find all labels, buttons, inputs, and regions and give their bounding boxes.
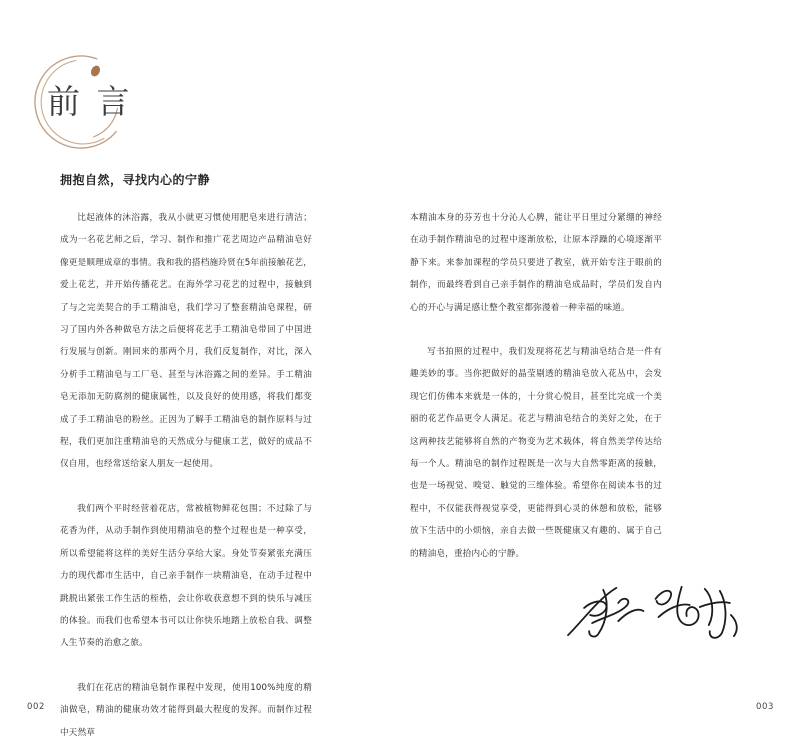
- page-number-left: 002: [27, 702, 46, 712]
- paragraph: 我们在花店的精油皂制作课程中发现，使用100%纯度的精油做皂，精油的健康功效才能得到最大程度的发挥。而制作过程中天然草: [60, 682, 312, 738]
- left-text-column: [60, 207, 312, 744]
- section-subtitle: 拥抱自然，寻找内心的宁静: [60, 173, 211, 187]
- page-number-right: 003: [755, 702, 774, 712]
- paragraph: 我们两个平时经营着花店，常被植物鲜花包围；不过除了与花香为伴，从动手制作到使用精油皂的整个过程也是一种享受，所以希望能将这样的美好生活分享给大家。身处节奏紧张充满压力的现代都市生活中，自己亲手制作一块精油皂，在动手过程中跳脱出紧张工作生活的桎梏，会让你收获意想不到的快乐与减压的体验。而我们也希望本书可以让你快乐地踏上放松自我、调整人生节奏的治愈之旅。: [60, 503, 312, 649]
- paragraph: 写书拍照的过程中，我们发现将花艺与精油皂结合是一件有趣美妙的事。当你把做好的晶莹剔透的精油皂放入花丛中，会发现它们仿佛本来就是一体的，十分赏心悦目，甚至比完成一个美丽的花艺作品更令人满足。花艺与精油皂结合的美好之处，在于这两种技艺能够将自然的产物变为艺术载体，将自然美学传达给每一个人。精油皂的制作过程既是一次与大自然零距离的接触，也是一场视觉、嗅觉、触觉的三维体验。希望你在阅读本书的过程中，不仅能获得视觉享受，更能得到心灵的休憩和放松，能够放下生活中的小烦恼，亲自去做一些既健康又有趣的、属于自己的精油皂，重拾内心的宁静。: [410, 347, 662, 559]
- paragraph-continuation: 本精油本身的芬芳也十分沁人心脾，能让平日里过分紧绷的神经在动手制作精油皂的过程中逐渐放松，让原本浮躁的心境逐渐平静下来。来参加课程的学员只要进了教室，就开始专注于眼前的制作，而最终看到自己亲手制作的精油皂成品时，学员们发自内心的开心与满足感让整个教室都弥漫着一种幸福的味道。: [410, 213, 662, 313]
- page-title: 前 言: [47, 82, 133, 121]
- paragraph: 比起液体的沐浴露，我从小就更习惯使用肥皂来进行清洁；成为一名花艺师之后，学习、制作和推广花艺周边产品精油皂好像更是顺理成章的事情。我和我的搭档施玲贤在5年前接触花艺，爱上花艺，并开始传播花艺。在海外学习花艺的过程中，接触到了与之完美契合的手工精油皂，我们学习了整套精油皂课程，研习了国内外各种做皂方法之后便将花艺手工精油皂带回了中国进行发展与创新。刚回来的那两个月，我们反复制作，对比，深入分析手工精油皂与工厂皂、甚至与沐浴露之间的差异。手工精油皂无添加无防腐剂的健康属性，以及良好的使用感，将我们都变成了手工精油皂的粉丝。正因为了解手工精油皂的制作原料与过程，我们更加注重精油皂的天然成分与健康工艺，做好的成品不仅自用，也经常送给家人朋友一起使用。: [60, 213, 312, 470]
- right-text-column: [410, 207, 662, 565]
- handwritten-author-signature-icon: [562, 576, 748, 648]
